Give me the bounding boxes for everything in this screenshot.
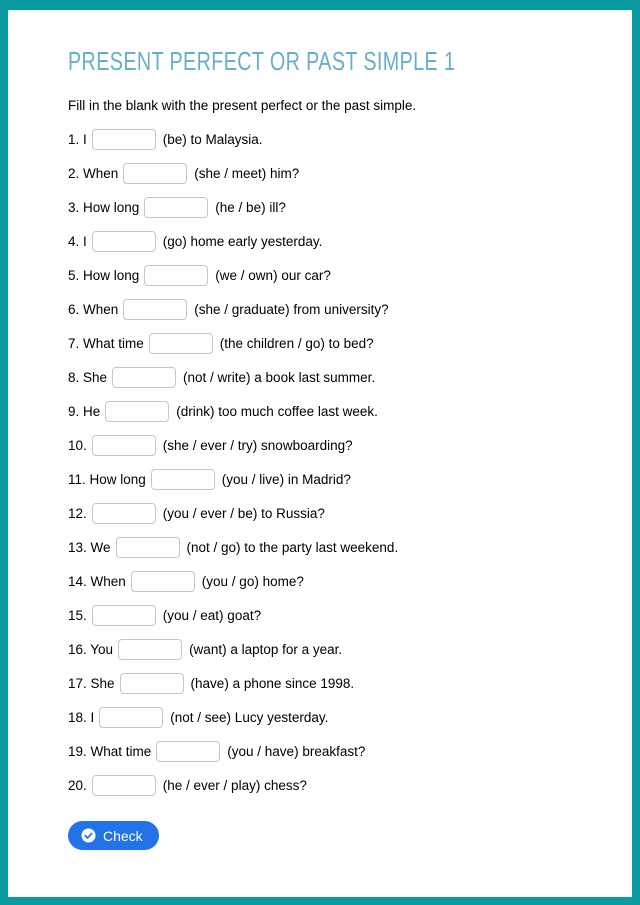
question-row [68, 435, 602, 456]
question-suffix: (we / own) our car? [215, 268, 331, 283]
answer-input[interactable] [144, 197, 208, 218]
question-suffix: (she / graduate) from university? [194, 302, 389, 317]
question-suffix: (drink) too much coffee last week. [176, 404, 378, 419]
question-suffix: (he / be) ill? [215, 200, 286, 215]
question-suffix: (you / live) in Madrid? [221, 472, 351, 487]
answer-input[interactable] [149, 333, 213, 354]
question-prefix: 19. What time [68, 744, 152, 759]
question-suffix: (she / meet) him? [194, 166, 300, 181]
question-prefix: 10. [68, 438, 87, 453]
question-row [68, 605, 602, 626]
question-suffix: (he / ever / play) chess? [162, 778, 307, 793]
questions-list [68, 129, 602, 796]
answer-input[interactable] [92, 231, 156, 252]
answer-input[interactable] [123, 299, 187, 320]
question-row [68, 333, 602, 354]
question-row [68, 299, 602, 320]
question-row [68, 469, 602, 490]
question-prefix: 11. How long [68, 472, 146, 487]
question-prefix: 12. [68, 506, 87, 521]
question-row [68, 571, 602, 592]
question-suffix: (want) a laptop for a year. [189, 642, 343, 657]
answer-input[interactable] [92, 775, 156, 796]
question-row [68, 367, 602, 388]
question-row [68, 503, 602, 524]
question-row [68, 673, 602, 694]
page-title: PRESENT PERFECT OR PAST SIMPLE 1 [68, 46, 456, 76]
question-prefix: 17. She [68, 676, 115, 691]
question-row [68, 775, 602, 796]
answer-input[interactable] [131, 571, 195, 592]
answer-input[interactable] [144, 265, 208, 286]
answer-input[interactable] [116, 537, 180, 558]
question-suffix: (she / ever / try) snowboarding? [162, 438, 353, 453]
answer-input[interactable] [105, 401, 169, 422]
question-row [68, 163, 602, 184]
question-suffix: (not / go) to the party last weekend. [186, 540, 399, 555]
question-suffix: (the children / go) to bed? [219, 336, 374, 351]
question-prefix: 16. You [68, 642, 114, 657]
question-prefix: 5. How long [68, 268, 140, 283]
check-circle-icon [81, 828, 96, 843]
question-row [68, 639, 602, 660]
question-row [68, 265, 602, 286]
question-prefix: 2. When [68, 166, 119, 181]
question-row [68, 129, 602, 150]
question-suffix: (go) home early yesterday. [162, 234, 323, 249]
answer-input[interactable] [123, 163, 187, 184]
question-suffix: (not / see) Lucy yesterday. [170, 710, 329, 725]
question-prefix: 13. We [68, 540, 111, 555]
answer-input[interactable] [92, 129, 156, 150]
question-suffix: (you / have) breakfast? [227, 744, 366, 759]
question-suffix: (you / eat) goat? [162, 608, 262, 623]
answer-input[interactable] [92, 435, 156, 456]
question-prefix: 14. When [68, 574, 126, 589]
answer-input[interactable] [156, 741, 220, 762]
question-row [68, 231, 602, 252]
check-button-label: Check [103, 827, 143, 844]
question-prefix: 4. I [68, 234, 87, 249]
answer-input[interactable] [99, 707, 163, 728]
question-row [68, 197, 602, 218]
question-suffix: (be) to Malaysia. [162, 132, 263, 147]
question-suffix: (have) a phone since 1998. [190, 676, 355, 691]
question-prefix: 3. How long [68, 200, 140, 215]
question-prefix: 7. What time [68, 336, 144, 351]
question-row [68, 741, 602, 762]
question-prefix: 15. [68, 608, 87, 623]
question-suffix: (not / write) a book last summer. [183, 370, 376, 385]
question-row [68, 537, 602, 558]
answer-input[interactable] [112, 367, 176, 388]
instructions-text: Fill in the blank with the present perfect or the past simple. [68, 98, 417, 113]
check-button[interactable] [68, 821, 159, 850]
question-prefix: 8. She [68, 370, 108, 385]
question-row [68, 707, 602, 728]
question-prefix: 20. [68, 778, 87, 793]
question-prefix: 1. I [68, 132, 87, 147]
answer-input[interactable] [118, 639, 182, 660]
answer-input[interactable] [120, 673, 184, 694]
worksheet-page [8, 10, 632, 897]
question-row [68, 401, 602, 422]
question-prefix: 18. I [68, 710, 95, 725]
question-suffix: (you / ever / be) to Russia? [162, 506, 325, 521]
question-prefix: 9. He [68, 404, 101, 419]
answer-input[interactable] [92, 605, 156, 626]
answer-input[interactable] [151, 469, 215, 490]
question-prefix: 6. When [68, 302, 119, 317]
answer-input[interactable] [92, 503, 156, 524]
question-suffix: (you / go) home? [201, 574, 304, 589]
